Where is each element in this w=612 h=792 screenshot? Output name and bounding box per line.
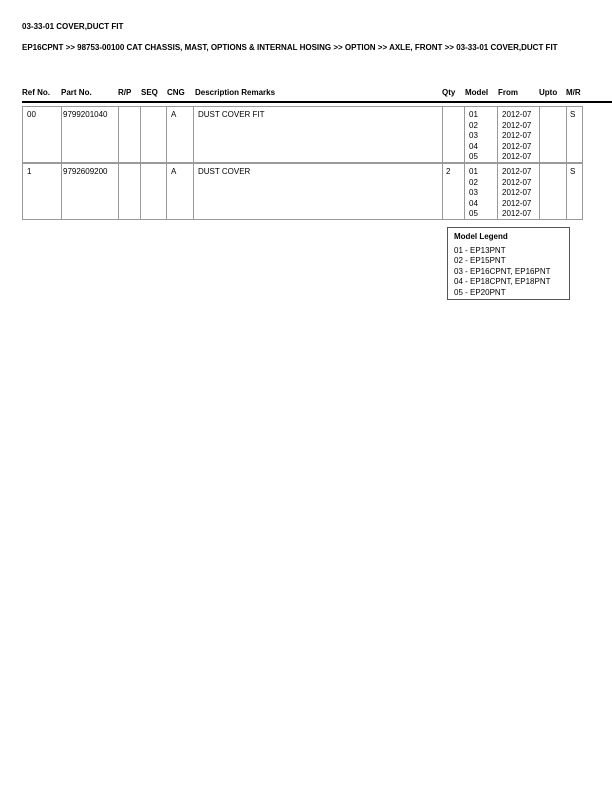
model-list <box>469 167 478 220</box>
mr-value: S <box>570 110 576 119</box>
header-cng: CNG <box>167 88 185 97</box>
model-code: 03 <box>469 131 478 140</box>
from-date: 2012-07 <box>502 167 532 176</box>
model-code: 04 <box>469 198 478 208</box>
header-qty: Qty <box>442 88 456 97</box>
from-date: 2012-07 <box>502 177 532 187</box>
table-row <box>22 106 583 163</box>
page-title: 03-33-01 COVER,DUCT FIT <box>22 22 124 31</box>
legend-item: 04 - EP18CPNT, EP18PNT <box>454 277 551 286</box>
from-list <box>502 110 531 163</box>
header-from: From <box>498 88 518 97</box>
from-date: 2012-07 <box>502 188 532 197</box>
legend-item: 05 - EP20PNT <box>454 287 506 297</box>
model-code: 01 <box>469 167 478 176</box>
cng-value: A <box>171 110 177 119</box>
header-seq: SEQ <box>141 88 158 97</box>
model-code: 03 <box>469 188 478 197</box>
qty-value: 2 <box>446 167 451 176</box>
table-row <box>22 163 583 220</box>
part-no: 9792609200 <box>63 167 108 176</box>
description: DUST COVER <box>198 167 251 176</box>
header-description: Description Remarks <box>195 88 276 97</box>
ref-no: 1 <box>27 167 32 176</box>
breadcrumb: EP16CPNT >> 98753-00100 CAT CHASSIS, MAST, OPTIONS & INTERNAL HOSING >> OPTION >> AXLE, FRONT >> 03-33-01 COVER,DUCT FIT <box>22 43 558 52</box>
header-divider <box>22 101 612 103</box>
from-list <box>502 167 531 220</box>
model-code: 05 <box>469 209 478 218</box>
from-date: 2012-07 <box>502 120 532 130</box>
header-ref-no: Ref No. <box>22 88 50 97</box>
legend-item: 02 - EP15PNT <box>454 256 506 265</box>
legend-title: Model Legend <box>454 232 508 241</box>
from-date: 2012-07 <box>502 198 532 208</box>
legend-item: 03 - EP16CPNT, EP16PNT <box>454 266 551 276</box>
legend-item: 01 - EP13PNT <box>454 245 506 255</box>
header-mr: M/R <box>566 88 581 97</box>
description: DUST COVER FIT <box>198 110 265 119</box>
from-date: 2012-07 <box>502 152 532 161</box>
model-code: 05 <box>469 152 478 161</box>
header-rp: R/P <box>118 88 132 97</box>
from-date: 2012-07 <box>502 110 532 119</box>
header-model: Model <box>465 88 489 97</box>
model-code: 04 <box>469 141 478 151</box>
model-code: 02 <box>469 177 478 187</box>
from-date: 2012-07 <box>502 141 532 151</box>
cng-value: A <box>171 167 177 176</box>
model-list <box>469 110 478 163</box>
part-no: 9799201040 <box>63 110 108 119</box>
from-date: 2012-07 <box>502 209 532 218</box>
mr-value: S <box>570 167 576 176</box>
model-legend <box>447 227 570 300</box>
ref-no: 00 <box>27 110 36 119</box>
from-date: 2012-07 <box>502 131 532 140</box>
header-part-no: Part No. <box>61 88 92 97</box>
model-code: 01 <box>469 110 478 119</box>
model-code: 02 <box>469 120 478 130</box>
header-upto: Upto <box>539 88 558 97</box>
